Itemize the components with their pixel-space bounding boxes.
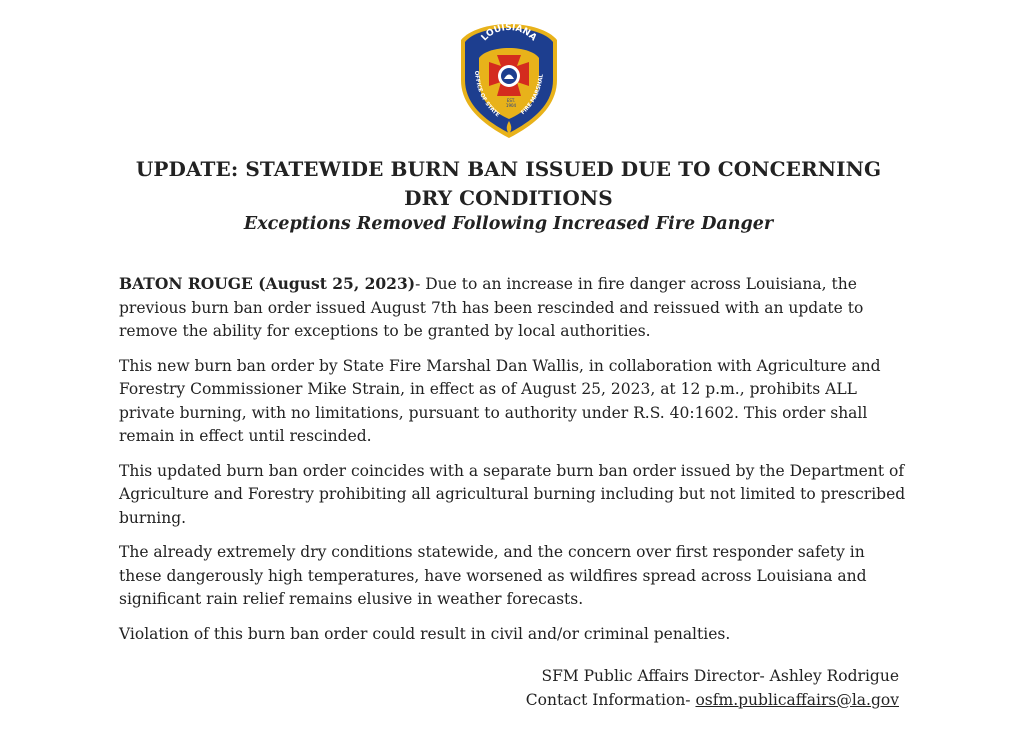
contact-info-line xyxy=(526,689,899,713)
paragraph-2: This new burn ban order by State Fire Marshal Dan Wallis, in collaboration with Agriculture and Forestry Commissioner Mike Strain, in effect as of August 25, 2023, at 12 p.m., prohibits ALL private burning, with no limitations, pursuant to authority under R.S. 40:1602. This order shall remain in effect until rescinded. xyxy=(119,356,881,445)
logo-right-text: FIRE MARSHAL xyxy=(520,73,545,117)
contact-director: SFM Public Affairs Director- Ashley Rodrigue xyxy=(541,667,899,685)
logo-est-text: EST. xyxy=(506,98,516,103)
logo-top-text: LOUISIANA xyxy=(479,22,539,44)
logo-left-text: OFFICE OF STATE xyxy=(472,70,501,119)
contact-email-link[interactable]: osfm.publicaffairs@la.gov xyxy=(695,690,899,709)
press-release-body xyxy=(119,272,909,657)
dateline: BATON ROUGE (August 25, 2023) xyxy=(119,274,416,293)
contact-block xyxy=(526,665,899,712)
page-subtitle: Exceptions Removed Following Increased Fire Danger xyxy=(243,214,774,234)
paragraph-5: Violation of this burn ban order could result in civil and/or criminal penalties. xyxy=(119,624,731,643)
page-title: UPDATE: STATEWIDE BURN BAN ISSUED DUE TO CONCERNING DRY CONDITIONS xyxy=(135,157,882,210)
paragraph-4: The already extremely dry conditions statewide, and the concern over first responder safety in these dangerously high temperatures, have worsened as wildfires spread across Louisiana and significant rain relief remains elusive in weather forecasts. xyxy=(119,543,867,608)
ofm-logo xyxy=(459,22,559,140)
logo-year-text: 1904 xyxy=(505,103,517,108)
fire-marshal-shield-icon xyxy=(459,22,559,140)
paragraph-1 xyxy=(119,272,909,344)
paragraph-1-text: - Due to an increase in fire danger across Louisiana, the previous burn ban order issued August 7th has been rescinded and reissued with an update to remove the ability for exceptions to be granted by local authorities. xyxy=(119,275,864,340)
contact-info-label: Contact Information- xyxy=(525,690,696,709)
paragraph-3: This updated burn ban order coincides with a separate burn ban order issued by the Department of Agriculture and Forestry prohibiting all agricultural burning including but not limited to prescribed burning. xyxy=(119,461,906,527)
